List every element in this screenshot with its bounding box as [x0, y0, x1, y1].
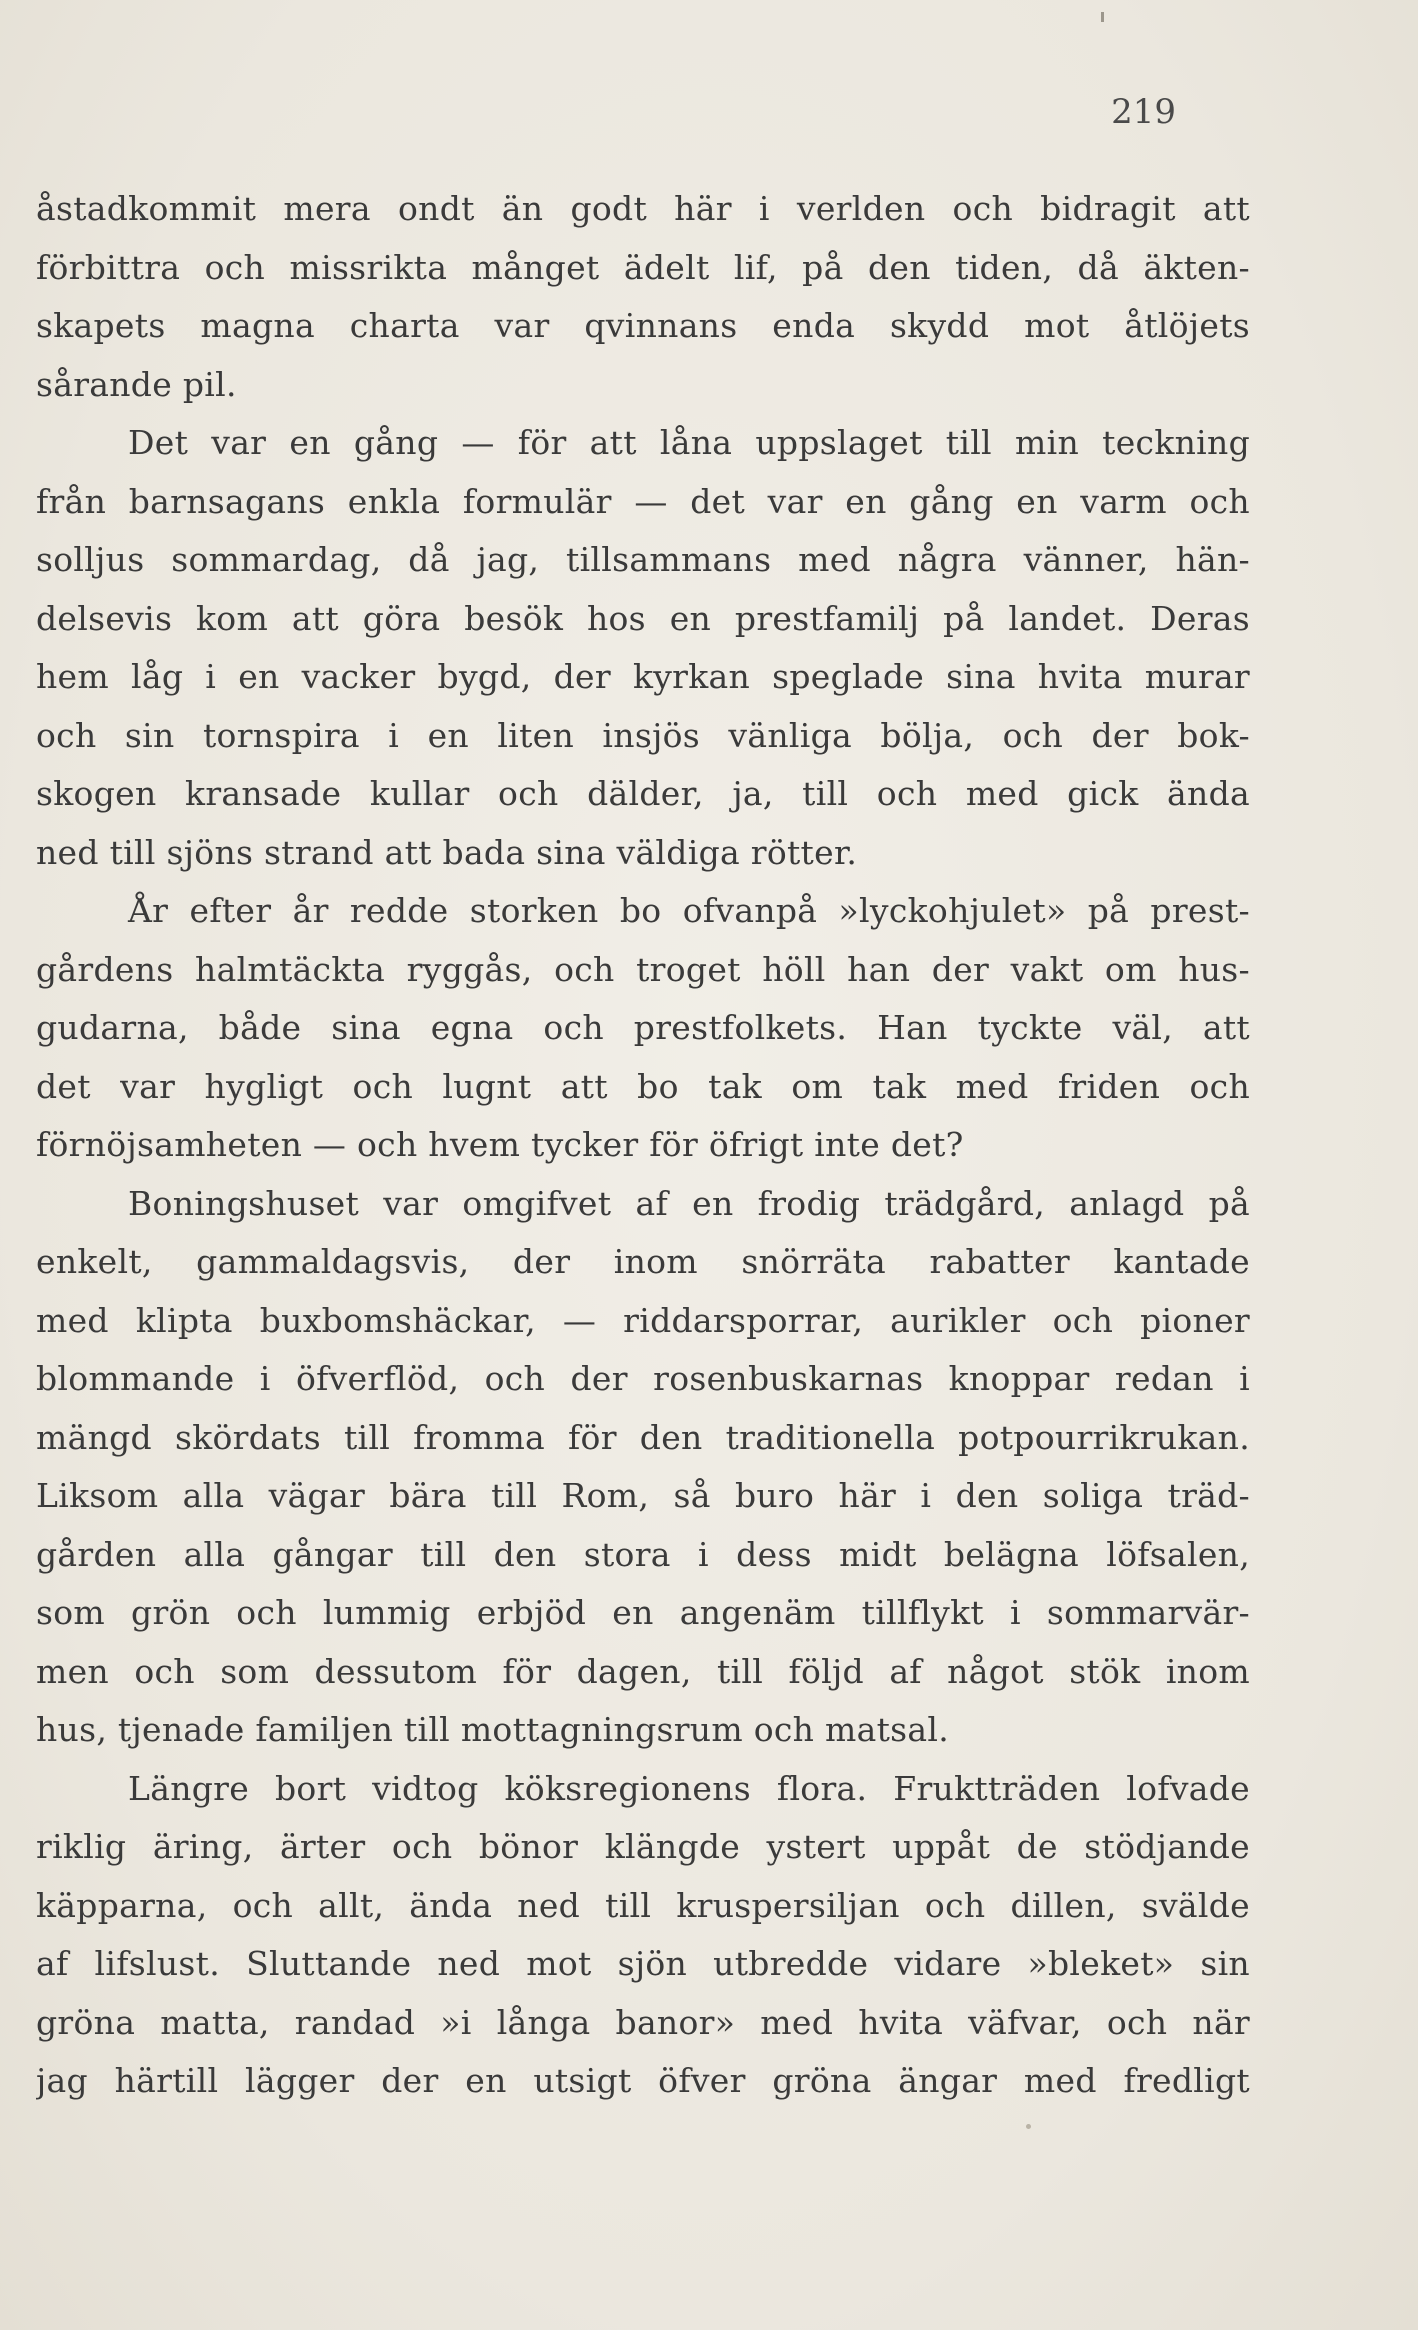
text-line: gården alla gångar till den stora i dess midt belägna löfsalen, — [36, 1534, 1250, 1574]
text-line: jag härtill lägger der en utsigt öfver gröna ängar med fredligt — [36, 2061, 1250, 2100]
text-line: mängd skördats till fromma för den traditionella potpourrikrukan. — [36, 1417, 1250, 1457]
text-line: enkelt, gammaldagsvis, der inom snörräta rabatter kantade — [36, 1242, 1250, 1281]
text-line: gröna matta, randad »i långa banor» med hvita väfvar, och när — [36, 2002, 1250, 2042]
page-number: 219 — [1111, 92, 1176, 132]
text-line: det var hygligt och lugnt att bo tak om tak med friden och — [36, 1066, 1250, 1106]
text-line: käpparna, och allt, ända ned till kruspersiljan och dillen, svälde — [36, 1885, 1250, 1925]
text-line: skogen kransade kullar och dälder, ja, till och med gick ända — [36, 774, 1250, 813]
text-line: ned till sjöns strand att bada sina väldiga rötter. — [36, 832, 858, 872]
body-text — [36, 180, 1250, 2111]
page-mark — [1101, 12, 1104, 22]
text-line: åstadkommit mera ondt än godt här i verlden och bidragit att — [36, 189, 1250, 228]
text-line: Det var en gång — för att låna uppslaget till min teckning — [128, 423, 1250, 462]
text-line: gårdens halmtäckta ryggås, och troget höll han der vakt om hus- — [36, 949, 1250, 989]
text-line: Boningshuset var omgifvet af en frodig trädgård, anlagd på — [128, 1183, 1250, 1223]
text-line: med klipta buxbomshäckar, — riddarsporrar, aurikler och pioner — [36, 1300, 1250, 1340]
text-line: men och som dessutom för dagen, till följd af något stök inom — [36, 1651, 1250, 1691]
paper-speck — [1026, 2124, 1031, 2129]
text-line: År efter år redde storken bo ofvanpå »lyckohjulet» på prest- — [128, 891, 1250, 930]
text-line: af lifslust. Sluttande ned mot sjön utbredde vidare »bleket» sin — [36, 1944, 1250, 1983]
text-line: blommande i öfverflöd, och der rosenbuskarnas knoppar redan i — [36, 1359, 1250, 1398]
text-line: Liksom alla vägar bära till Rom, så buro här i den soliga träd- — [36, 1476, 1250, 1515]
text-line: Längre bort vidtog köksregionens flora. Fruktträden lofvade — [128, 1768, 1250, 1808]
text-line: från barnsagans enkla formulär — det var en gång en varm och — [36, 481, 1250, 521]
text-line: sårande pil. — [36, 364, 237, 404]
text-line: gudarna, både sina egna och prestfolkets. Han tyckte väl, att — [36, 1008, 1250, 1047]
text-line: förnöjsamheten — och hvem tycker för öfrigt inte det? — [36, 1125, 964, 1164]
text-line: som grön och lummig erbjöd en angenäm tillflykt i sommarvär- — [36, 1593, 1250, 1632]
text-line: hus, tjenade familjen till mottagningsrum och matsal. — [36, 1710, 950, 1749]
text-line: riklig äring, ärter och bönor klängde ystert uppåt de stödjande — [36, 1827, 1250, 1866]
text-line: och sin tornspira i en liten insjös vänliga bölja, och der bok- — [36, 715, 1250, 755]
text-line: skapets magna charta var qvinnans enda skydd mot åtlöjets — [36, 306, 1250, 345]
text-line: solljus sommardag, då jag, tillsammans med några vänner, hän- — [36, 540, 1250, 579]
text-line: hem låg i en vacker bygd, der kyrkan speglade sina hvita murar — [36, 657, 1250, 696]
text-line: förbittra och missrikta månget ädelt lif, på den tiden, då äkten- — [36, 247, 1250, 287]
text-line: delsevis kom att göra besök hos en prestfamilj på landet. Deras — [36, 598, 1250, 638]
